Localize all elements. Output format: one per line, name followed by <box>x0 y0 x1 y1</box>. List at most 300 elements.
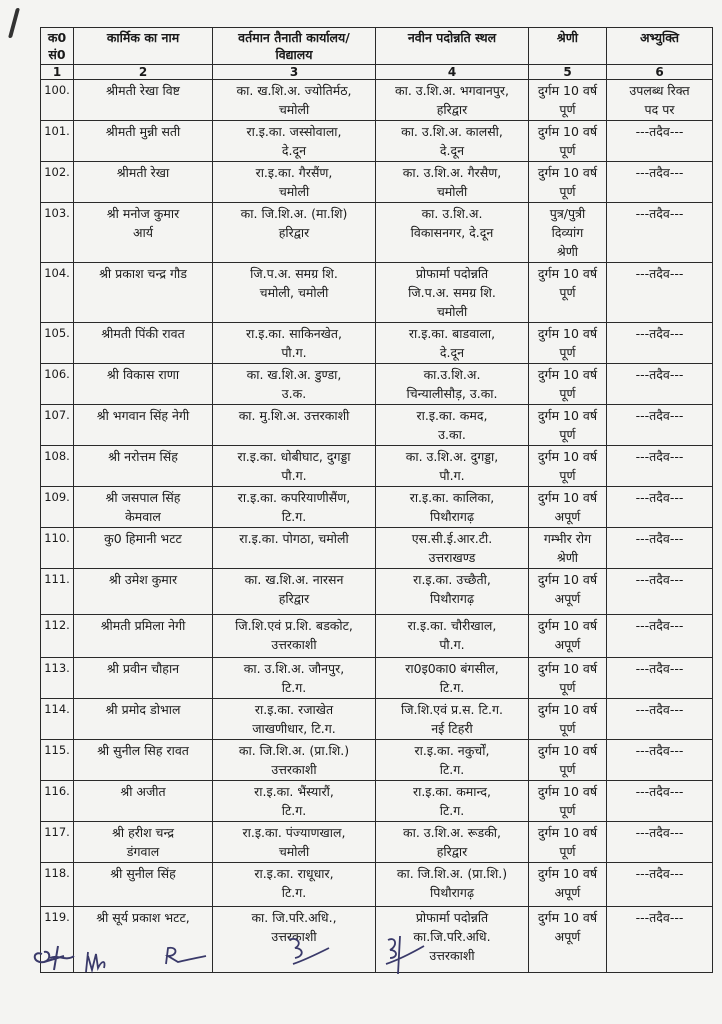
table-row <box>41 263 713 323</box>
new-posting-cell <box>376 658 529 699</box>
new-posting-cell <box>376 80 529 121</box>
new-posting-line: टि.ग. <box>439 803 465 818</box>
remark-line: उपलब्ध रिक्त <box>629 83 690 98</box>
promotion-table <box>40 27 713 973</box>
remark-line: ---तदैव--- <box>635 784 684 799</box>
new-posting-line: का. उ.शि.अ. गैरसैण, <box>402 165 502 180</box>
remark-line: ---तदैव--- <box>635 408 684 423</box>
new-posting-cell <box>376 121 529 162</box>
current-posting-cell <box>213 781 376 822</box>
signatures <box>0 940 722 980</box>
new-posting-cell <box>376 203 529 263</box>
serial-number-cell: 107. <box>41 405 74 446</box>
serial-number-cell: 111. <box>41 569 74 615</box>
category-cell <box>529 446 607 487</box>
header-line: सं0 <box>48 47 66 62</box>
employee-name-line: श्री हरीश चन्द्र <box>112 825 174 840</box>
category-line: पूर्ण <box>559 345 576 360</box>
new-posting-line: पिथौरागढ़ <box>430 591 474 606</box>
table-row <box>41 121 713 162</box>
category-cell <box>529 699 607 740</box>
table-row <box>41 740 713 781</box>
category-cell <box>529 822 607 863</box>
current-posting-line: का. ख.शि.अ. ज्योतिर्मठ, <box>236 83 352 98</box>
current-posting-cell <box>213 528 376 569</box>
remark-cell <box>607 658 713 699</box>
table-row <box>41 569 713 615</box>
new-posting-line: हरिद्वार <box>436 102 468 117</box>
category-cell <box>529 863 607 907</box>
current-posting-cell <box>213 80 376 121</box>
header-line: वर्तमान तैनाती कार्यालय/ <box>238 30 350 45</box>
category-cell <box>529 487 607 528</box>
serial-number-cell: 108. <box>41 446 74 487</box>
serial-number-cell: 119. <box>41 907 74 973</box>
current-posting-cell <box>213 658 376 699</box>
employee-name-line: केमवाल <box>125 509 161 524</box>
remark-cell <box>607 323 713 364</box>
column-number: 5 <box>529 65 607 80</box>
current-posting-line: टि.ग. <box>281 885 307 900</box>
header-line: कार्मिक का नाम <box>106 30 180 45</box>
new-posting-line: रा.इ.का. बाडवाला, <box>408 326 496 341</box>
current-posting-line: चमोली <box>278 102 310 117</box>
employee-name-cell <box>74 487 213 528</box>
new-posting-line: टि.ग. <box>439 680 465 695</box>
remark-line: ---तदैव--- <box>635 531 684 546</box>
employee-name-line: श्री सुनील सिह रावत <box>97 743 189 758</box>
category-line: दुर्गम 10 वर्ष <box>537 449 598 464</box>
current-posting-line: का. जि.शि.अ. (प्रा.शि.) <box>238 743 350 758</box>
employee-name-line: श्री अजीत <box>120 784 166 799</box>
column-number: 3 <box>213 65 376 80</box>
current-posting-line: का. जि.परि.अधि., <box>251 910 337 925</box>
serial-number-cell: 105. <box>41 323 74 364</box>
employee-name-line: श्री प्रवीन चौहान <box>106 661 180 676</box>
remark-line: ---तदैव--- <box>635 618 684 633</box>
category-line: दुर्गम 10 वर्ष <box>537 825 598 840</box>
new-posting-line: पौ.ग. <box>439 637 465 652</box>
serial-number-cell: 104. <box>41 263 74 323</box>
category-line: पूर्ण <box>559 285 576 300</box>
current-posting-line: चमोली, चमोली <box>259 285 329 300</box>
category-line: पूर्ण <box>559 844 576 859</box>
serial-number-cell: 115. <box>41 740 74 781</box>
current-posting-line: पौ.ग. <box>281 468 307 483</box>
employee-name-line: श्री प्रकाश चन्द्र गौड <box>99 266 187 281</box>
column-number: 1 <box>41 65 74 80</box>
remark-cell <box>607 446 713 487</box>
new-posting-line: का.उ.शि.अ. <box>423 367 481 382</box>
new-posting-cell <box>376 446 529 487</box>
table-row <box>41 528 713 569</box>
remark-cell <box>607 781 713 822</box>
table-row <box>41 364 713 405</box>
employee-name-cell <box>74 569 213 615</box>
category-cell <box>529 364 607 405</box>
category-cell <box>529 615 607 658</box>
category-line: दुर्गम 10 वर्ष <box>537 367 598 382</box>
category-cell <box>529 323 607 364</box>
new-posting-line: दे.दून <box>439 143 465 158</box>
remark-cell <box>607 162 713 203</box>
serial-number-cell: 118. <box>41 863 74 907</box>
category-line: दुर्गम 10 वर्ष <box>537 618 598 633</box>
employee-name-cell <box>74 528 213 569</box>
employee-name-cell <box>74 203 213 263</box>
new-posting-line: का. उ.शि.अ. <box>421 206 483 221</box>
remark-cell <box>607 121 713 162</box>
serial-number-cell: 113. <box>41 658 74 699</box>
current-posting-cell <box>213 446 376 487</box>
new-posting-line: नई टिहरी <box>431 721 473 736</box>
current-posting-line: रा.इ.का. साकिनखेत, <box>245 326 342 341</box>
employee-name-line: श्री भगवान सिंह नेगी <box>96 408 190 423</box>
category-line: पुत्र/पुत्री <box>549 206 586 221</box>
new-posting-line: उत्तरकाशी <box>429 948 475 963</box>
current-posting-cell <box>213 699 376 740</box>
remark-line: ---तदैव--- <box>635 743 684 758</box>
employee-name-line: श्री मनोज कुमार <box>106 206 180 221</box>
serial-number-cell: 116. <box>41 781 74 822</box>
employee-name-line: श्रीमती पिंकी रावत <box>101 326 185 341</box>
current-posting-line: रा.इ.का. राधूधार, <box>254 866 334 881</box>
header-line: श्रेणी <box>556 30 579 45</box>
table-row <box>41 615 713 658</box>
category-line: अपूर्ण <box>554 929 581 944</box>
table-row <box>41 446 713 487</box>
current-posting-line: का. ख.शि.अ. डुण्डा, <box>246 367 342 382</box>
current-posting-cell <box>213 405 376 446</box>
employee-name-line: आर्य <box>132 225 154 240</box>
remark-line: ---तदैव--- <box>635 367 684 382</box>
remark-cell <box>607 203 713 263</box>
header-name <box>74 28 213 65</box>
remark-line: ---तदैव--- <box>635 825 684 840</box>
header-row <box>41 28 713 65</box>
category-cell <box>529 658 607 699</box>
current-posting-cell <box>213 569 376 615</box>
current-posting-line: रा.इ.का. कपरियाणीसैंण, <box>237 490 351 505</box>
category-cell <box>529 528 607 569</box>
category-line: पूर्ण <box>559 468 576 483</box>
employee-name-line: कु0 हिमानी भटट <box>104 531 182 546</box>
table-row <box>41 658 713 699</box>
category-line: श्रेणी <box>556 244 579 259</box>
current-posting-line: रा.इ.का. रजाखेत <box>254 702 334 717</box>
new-posting-line: दे.दून <box>439 345 465 360</box>
current-posting-line: उत्तरकाशी <box>271 762 317 777</box>
current-posting-line: हरिद्वार <box>278 225 310 240</box>
category-line: पूर्ण <box>559 102 576 117</box>
remark-line: ---तदैव--- <box>635 661 684 676</box>
category-line: दुर्गम 10 वर्ष <box>537 743 598 758</box>
employee-name-cell <box>74 615 213 658</box>
current-posting-cell <box>213 740 376 781</box>
remark-line: ---तदैव--- <box>635 490 684 505</box>
new-posting-cell <box>376 364 529 405</box>
category-cell <box>529 405 607 446</box>
current-posting-cell <box>213 863 376 907</box>
table-row <box>41 80 713 121</box>
category-line: दुर्गम 10 वर्ष <box>537 490 598 505</box>
signature-3 <box>160 944 210 968</box>
category-line: दिव्यांग <box>551 225 584 240</box>
remark-cell <box>607 528 713 569</box>
new-posting-cell <box>376 740 529 781</box>
new-posting-line: रा.इ.का. नकुर्चों, <box>414 743 490 758</box>
new-posting-line: का. उ.शि.अ. कालसी, <box>401 124 503 139</box>
category-line: पूर्ण <box>559 680 576 695</box>
new-posting-cell <box>376 863 529 907</box>
current-posting-line: उत्तरकाशी <box>271 637 317 652</box>
column-number: 4 <box>376 65 529 80</box>
serial-number-cell: 100. <box>41 80 74 121</box>
category-line: दुर्गम 10 वर्ष <box>537 661 598 676</box>
category-line: पूर्ण <box>559 143 576 158</box>
current-posting-line: रा.इ.का. भैंस्यारौं, <box>254 784 334 799</box>
table-row <box>41 203 713 263</box>
new-posting-line: रा.इ.का. कमान्द, <box>412 784 491 799</box>
employee-name-line: श्री सुनील सिंह <box>110 866 176 881</box>
current-posting-line: पौ.ग. <box>281 345 307 360</box>
current-posting-line: टि.ग. <box>281 803 307 818</box>
remark-cell <box>607 569 713 615</box>
column-number-row <box>41 65 713 80</box>
new-posting-line: चमोली <box>436 304 468 319</box>
new-posting-line: का. उ.शि.अ. रूडकी, <box>402 825 502 840</box>
new-posting-line: जि.शि.एवं प्र.स. टि.ग. <box>400 702 504 717</box>
remark-line: पद पर <box>644 102 675 117</box>
table-row <box>41 487 713 528</box>
category-cell <box>529 263 607 323</box>
new-posting-cell <box>376 263 529 323</box>
new-posting-cell <box>376 569 529 615</box>
header-line: अभ्युक्ति <box>639 30 680 45</box>
pen-mark <box>8 8 20 38</box>
category-cell <box>529 781 607 822</box>
remark-cell <box>607 615 713 658</box>
category-cell <box>529 569 607 615</box>
header-line: विद्यालय <box>275 47 313 62</box>
current-posting-cell <box>213 121 376 162</box>
employee-name-cell <box>74 863 213 907</box>
current-posting-line: जि.प.अ. समग्र शि. <box>250 266 338 281</box>
category-line: दुर्गम 10 वर्ष <box>537 702 598 717</box>
category-line: दुर्गम 10 वर्ष <box>537 165 598 180</box>
serial-number-cell: 114. <box>41 699 74 740</box>
remark-cell <box>607 863 713 907</box>
remark-line: ---तदैव--- <box>635 449 684 464</box>
employee-name-line: श्री सूर्य प्रकाश भटट, <box>96 910 190 925</box>
new-posting-cell <box>376 405 529 446</box>
current-posting-line: चमोली <box>278 844 310 859</box>
header-current-posting <box>213 28 376 65</box>
current-posting-cell <box>213 822 376 863</box>
category-line: पूर्ण <box>559 762 576 777</box>
category-line: पूर्ण <box>559 427 576 442</box>
new-posting-line: का. जि.शि.अ. (प्रा.शि.) <box>396 866 508 881</box>
table-row <box>41 863 713 907</box>
new-posting-line: पिथौरागढ़ <box>430 509 474 524</box>
new-posting-line: पिथौरागढ़ <box>430 885 474 900</box>
category-line: श्रेणी <box>556 550 579 565</box>
serial-number-cell: 109. <box>41 487 74 528</box>
remark-cell <box>607 364 713 405</box>
header-new-posting <box>376 28 529 65</box>
employee-name-cell <box>74 699 213 740</box>
category-line: पूर्ण <box>559 803 576 818</box>
remark-cell <box>607 822 713 863</box>
current-posting-line: चमोली <box>278 184 310 199</box>
employee-name-cell <box>74 405 213 446</box>
employee-name-line: श्री नरोत्तम सिंह <box>108 449 178 464</box>
new-posting-cell <box>376 323 529 364</box>
new-posting-cell <box>376 528 529 569</box>
new-posting-line: रा.इ.का. कमद, <box>416 408 488 423</box>
signature-2 <box>82 946 112 976</box>
current-posting-line: रा.इ.का. धोबीघाट, दुगड्डा <box>237 449 351 464</box>
employee-name-line: श्री उमेश कुमार <box>108 572 178 587</box>
column-number: 6 <box>607 65 713 80</box>
column-number: 2 <box>74 65 213 80</box>
remark-cell <box>607 740 713 781</box>
current-posting-line: जाखणीधार, टि.ग. <box>252 721 336 736</box>
category-line: दुर्गम 10 वर्ष <box>537 408 598 423</box>
current-posting-cell <box>213 364 376 405</box>
employee-name-line: श्रीमती प्रमिला नेगी <box>100 618 186 633</box>
employee-name-cell <box>74 740 213 781</box>
serial-number-cell: 117. <box>41 822 74 863</box>
table-row <box>41 405 713 446</box>
table-row <box>41 323 713 364</box>
serial-number-cell: 106. <box>41 364 74 405</box>
current-posting-line: रा.इ.का. गैरसैंण, <box>255 165 333 180</box>
new-posting-cell <box>376 487 529 528</box>
category-cell <box>529 121 607 162</box>
new-posting-line: रा0इ0का0 बंगसील, <box>405 661 499 676</box>
remark-cell <box>607 487 713 528</box>
table-row <box>41 822 713 863</box>
new-posting-cell <box>376 822 529 863</box>
employee-name-cell <box>74 263 213 323</box>
remark-cell <box>607 699 713 740</box>
remark-line: ---तदैव--- <box>635 206 684 221</box>
category-line: दुर्गम 10 वर्ष <box>537 83 598 98</box>
category-line: दुर्गम 10 वर्ष <box>537 784 598 799</box>
table-body <box>41 80 713 973</box>
employee-name-cell <box>74 658 213 699</box>
employee-name-cell <box>74 446 213 487</box>
employee-name-line: श्री जसपाल सिंह <box>105 490 181 505</box>
current-posting-line: उत्तरकाशी <box>271 929 317 944</box>
current-posting-line: दे.दून <box>281 143 307 158</box>
current-posting-cell <box>213 203 376 263</box>
signature-1 <box>30 940 80 976</box>
employee-name-line: श्रीमती रेखा विष्ट <box>106 83 180 98</box>
header-line: क0 <box>47 30 67 45</box>
employee-name-line: श्रीमती मुन्नी सती <box>105 124 181 139</box>
employee-name-line: श्री प्रमोद डोभाल <box>105 702 181 717</box>
category-cell <box>529 203 607 263</box>
serial-number-cell: 103. <box>41 203 74 263</box>
employee-name-cell <box>74 162 213 203</box>
new-posting-cell <box>376 162 529 203</box>
remark-line: ---तदैव--- <box>635 572 684 587</box>
category-cell <box>529 162 607 203</box>
current-posting-cell <box>213 487 376 528</box>
new-posting-line: रा.इ.का. कालिका, <box>409 490 495 505</box>
remark-line: ---तदैव--- <box>635 165 684 180</box>
new-posting-cell <box>376 699 529 740</box>
new-posting-line: प्रोफार्मा पदोन्नति <box>415 910 489 925</box>
remark-line: ---तदैव--- <box>635 866 684 881</box>
employee-name-line: डंगवाल <box>126 844 160 859</box>
header-line: नवीन पदोन्नति स्थल <box>407 30 497 45</box>
signature-5 <box>380 934 430 978</box>
new-posting-line: उ.का. <box>438 427 466 442</box>
new-posting-cell <box>376 615 529 658</box>
category-line: पूर्ण <box>559 184 576 199</box>
remark-line: ---तदैव--- <box>635 326 684 341</box>
employee-name-line: श्री विकास राणा <box>106 367 180 382</box>
current-posting-cell <box>213 323 376 364</box>
employee-name-cell <box>74 822 213 863</box>
serial-number-cell: 102. <box>41 162 74 203</box>
table-row <box>41 781 713 822</box>
current-posting-line: का. मु.शि.अ. उत्तरकाशी <box>238 408 350 423</box>
employee-name-cell <box>74 364 213 405</box>
category-line: दुर्गम 10 वर्ष <box>537 266 598 281</box>
remark-cell <box>607 405 713 446</box>
signature-4 <box>285 934 335 970</box>
remark-cell <box>607 80 713 121</box>
new-posting-line: का. उ.शि.अ. भगवानपुर, <box>395 83 509 98</box>
serial-number-cell: 112. <box>41 615 74 658</box>
current-posting-cell <box>213 263 376 323</box>
serial-number-cell: 101. <box>41 121 74 162</box>
category-line: दुर्गम 10 वर्ष <box>537 866 598 881</box>
new-posting-line: का. उ.शि.अ. दुगड्डा, <box>405 449 499 464</box>
current-posting-line: का. ख.शि.अ. नारसन <box>244 572 344 587</box>
category-line: अपूर्ण <box>554 509 581 524</box>
new-posting-line: उत्तराखण्ड <box>428 550 476 565</box>
current-posting-cell <box>213 162 376 203</box>
remark-line: ---तदैव--- <box>635 124 684 139</box>
new-posting-line: रा.इ.का. उच्छैती, <box>413 572 491 587</box>
category-line: अपूर्ण <box>554 885 581 900</box>
table-row <box>41 699 713 740</box>
category-cell <box>529 80 607 121</box>
new-posting-line: टि.ग. <box>439 762 465 777</box>
current-posting-cell <box>213 615 376 658</box>
new-posting-cell <box>376 781 529 822</box>
remark-line: ---तदैव--- <box>635 702 684 717</box>
serial-number-cell: 110. <box>41 528 74 569</box>
header-serial <box>41 28 74 65</box>
current-posting-line: हरिद्वार <box>278 591 310 606</box>
employee-name-cell <box>74 323 213 364</box>
employee-name-cell <box>74 80 213 121</box>
category-line: गम्भीर रोग <box>543 531 592 546</box>
remark-cell <box>607 263 713 323</box>
current-posting-line: रा.इ.का. पोगठा, चमोली <box>239 531 349 546</box>
current-posting-line: रा.इ.का. पंज्याणखाल, <box>242 825 346 840</box>
category-line: दुर्गम 10 वर्ष <box>537 326 598 341</box>
category-line: दुर्गम 10 वर्ष <box>537 124 598 139</box>
header-remarks <box>607 28 713 65</box>
category-line: अपूर्ण <box>554 637 581 652</box>
